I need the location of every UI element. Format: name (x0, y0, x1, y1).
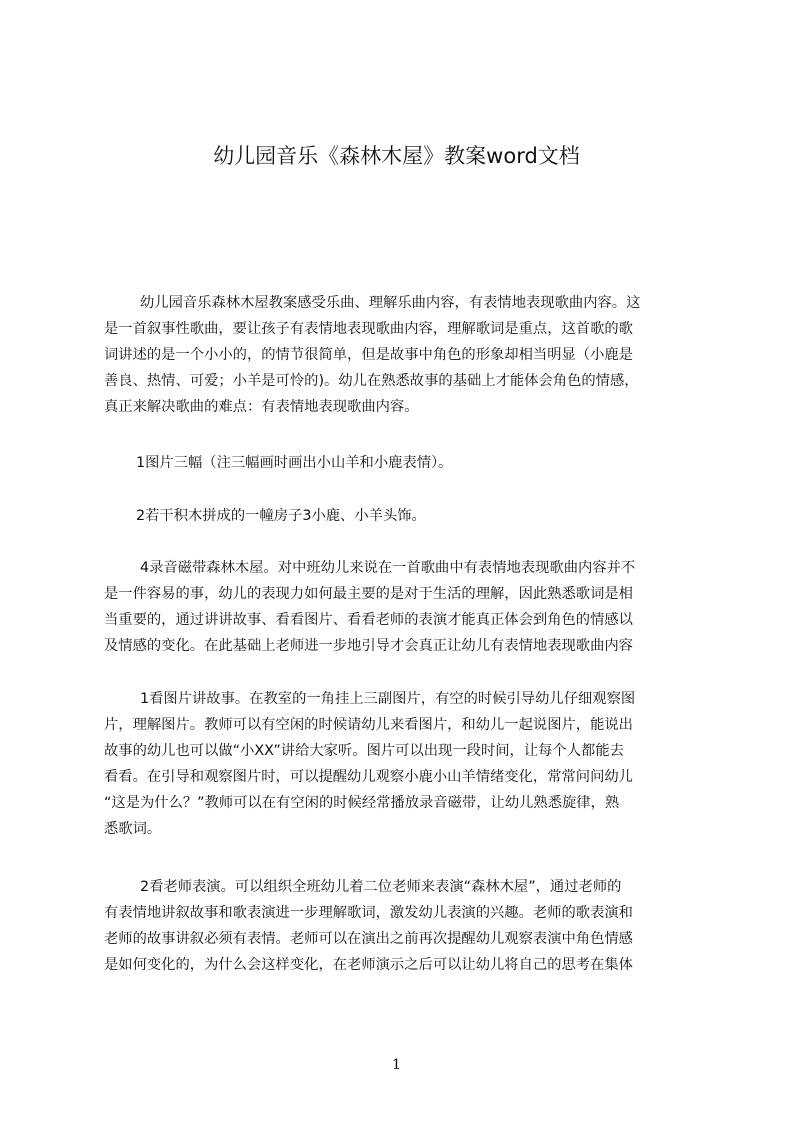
page-title: 幼儿园音乐《森林木屋》教案word文档 (213, 144, 580, 168)
page-number: 1 (392, 1057, 401, 1073)
paragraph-line: 是如何变化的，为什么会这样变化，在老师演示之后可以让幼儿将自己的思考在集体 (104, 957, 633, 973)
paragraph-line: 悉歌词。 (104, 821, 162, 837)
paragraph-line: 2若干积木拼成的一幢房子3小鹿、小羊头饰。 (136, 508, 426, 524)
paragraph-line: 有表情地讲叙故事和歌表演进一步理解歌词，激发幼儿表演的兴趣。老师的歌表演和 (104, 905, 633, 921)
paragraph-line: 善良、热情、可爱；小羊是可怜的)。幼儿在熟悉故事的基础上才能体会角色的情感， (104, 373, 639, 389)
paragraph-line: 1看图片讲故事。在教室的一角挂上三副图片，有空的时候引导幼儿仔细观察图 (140, 691, 636, 707)
paragraph-materials-4 (104, 555, 701, 659)
paragraph-line: “这是为什么？”教师可以在有空闲的时候经常播放录音磁带，让幼儿熟悉旋律，熟 (104, 795, 620, 811)
paragraph-line: 1图片三幅（注三幅画时画出小山羊和小鹿表情）。 (136, 455, 453, 471)
paragraph-line: 当重要的，通过讲讲故事、看看图片、看看老师的表演才能真正体会到角色的情感以 (104, 612, 633, 628)
paragraph-line: 幼儿园音乐森林木屋教案感受乐曲、理解乐曲内容，有表情地表现歌曲内容。这 (140, 295, 641, 311)
paragraph-line: 及情感的变化。在此基础上老师进一步地引导才会真正让幼儿有表情地表现歌曲内容 (104, 638, 633, 654)
paragraph-line: 片，理解图片。教师可以有空闲的时候请幼儿来看图片，和幼儿一起说图片，能说出 (104, 717, 633, 733)
paragraph-line: 故事的幼儿也可以做“小XX”讲给大家听。图片可以出现一段时间，让每个人都能去 (104, 743, 624, 759)
paragraph-intro (104, 290, 701, 420)
paragraph-line: 4录音磁带森林木屋。对中班幼儿来说在一首歌曲中有表情地表现歌曲内容并不 (140, 560, 636, 576)
paragraph-line: 看看。在引导和观察图片时，可以提醒幼儿观察小鹿小山羊情绪变化，常常问问幼儿 (104, 769, 633, 785)
paragraph-step-2 (104, 874, 701, 978)
paragraph-line: 真正来解决歌曲的难点：有表情地表现歌曲内容。 (104, 399, 419, 415)
paragraph-line: 是一件容易的事，幼儿的表现力如何最主要的是对于生活的理解，因此熟悉歌词是相 (104, 586, 633, 602)
paragraph-materials-2 (104, 503, 701, 529)
paragraph-line: 词讲述的是一个小小的，的情节很简单，但是故事中角色的形象却相当明显（小鹿是 (104, 347, 633, 363)
paragraph-line: 老师的故事讲叙必须有表情。老师可以在演出之前再次提醒幼儿观察表演中角色情感 (104, 931, 633, 947)
paragraph-step-1 (104, 686, 701, 842)
paragraph-line: 是一首叙事性歌曲，要让孩子有表情地表现歌曲内容，理解歌词是重点，这首歌的歌 (104, 321, 633, 337)
paragraph-line: 2看老师表演。可以组织全班幼儿着二位老师来表演“森林木屋”，通过老师的 (140, 879, 622, 895)
paragraph-materials-1 (104, 450, 701, 476)
